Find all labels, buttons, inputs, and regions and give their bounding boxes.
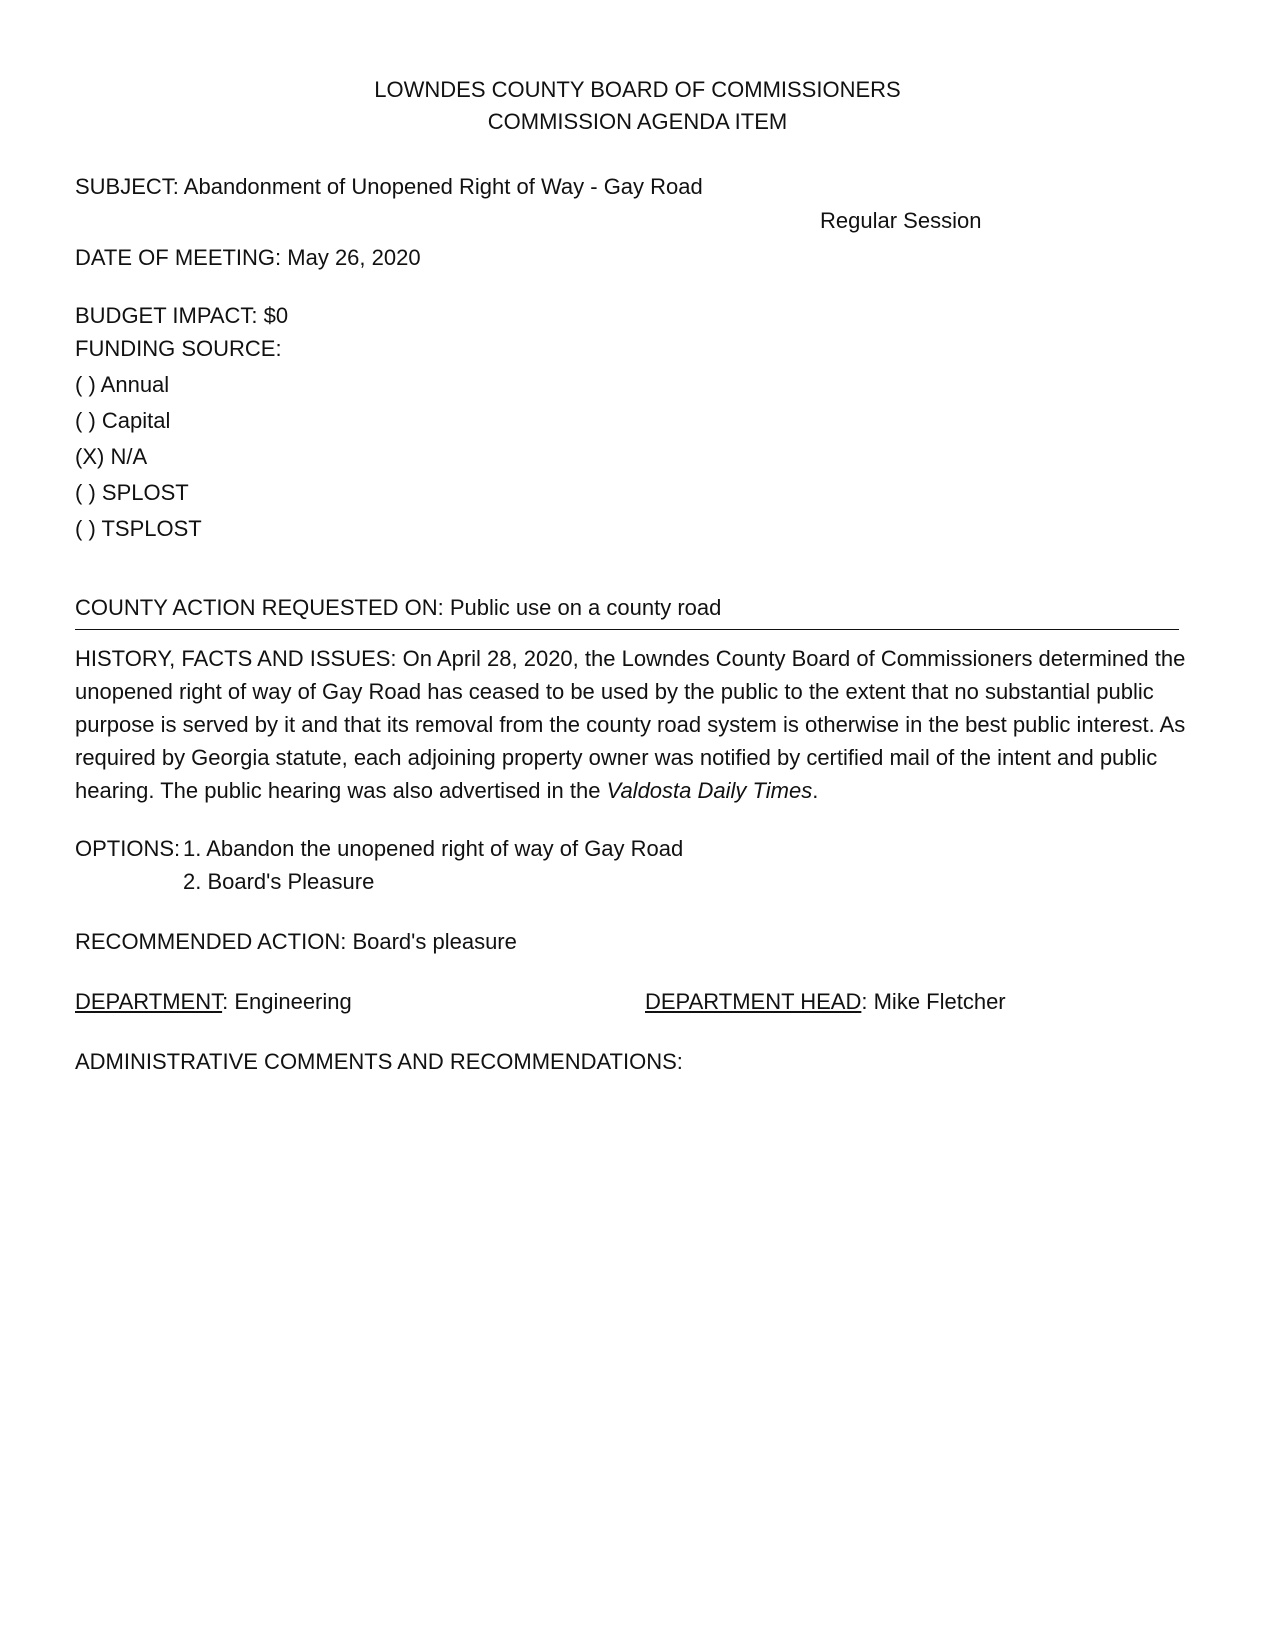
history-text: HISTORY, FACTS AND ISSUES: On April 28, 2020, the Lowndes County Board of Commissioners determined the unopened right of way of Gay Road has ceased to be used by the public to the extent that no substantial public purpose is served by it and that its removal from the county road system is otherwise in the best public interest. As required by Georgia statute, each adjoining property owner was notified by certified mail of the intent and public hearing. The public hearing was also advertised in the (75, 646, 1186, 803)
administrative-comments: ADMINISTRATIVE COMMENTS AND RECOMMENDATIONS: (75, 1049, 683, 1074)
history-facts-issues (75, 642, 1205, 807)
department-label: DEPARTMENT (75, 989, 223, 1014)
funding-option-tsplost (75, 514, 202, 544)
option-item-2: 2. Board's Pleasure (183, 869, 375, 894)
funding-option-label: TSPLOST (101, 516, 202, 541)
funding-option-mark: ( ) (75, 480, 96, 505)
funding-option-label: Annual (100, 372, 170, 397)
county-action-requested: COUNTY ACTION REQUESTED ON: Public use on a county road (75, 595, 722, 620)
funding-option-splost (75, 478, 189, 508)
header-title: LOWNDES COUNTY BOARD OF COMMISSIONERS (374, 77, 901, 102)
department-value: : Engineering (222, 989, 352, 1014)
department-head (645, 987, 1006, 1017)
funding-option-na (75, 442, 147, 472)
recommended-action: RECOMMENDED ACTION: Board's pleasure (75, 929, 517, 954)
publication-name: Valdosta Daily Times (606, 778, 813, 803)
funding-option-label: N/A (110, 444, 148, 469)
budget-impact: BUDGET IMPACT: $0 (75, 303, 289, 328)
funding-option-mark: ( ) (75, 372, 96, 397)
department-head-label: DEPARTMENT HEAD (645, 989, 862, 1014)
funding-option-mark: ( ) (75, 516, 96, 541)
funding-option-label: SPLOST (101, 480, 189, 505)
funding-option-mark: ( ) (75, 408, 96, 433)
meeting-date: DATE OF MEETING: May 26, 2020 (75, 245, 421, 270)
subject-line: SUBJECT: Abandonment of Unopened Right of Way - Gay Road (75, 174, 703, 199)
department (75, 987, 352, 1017)
funding-option-capital (75, 406, 170, 436)
history-text-end: . (812, 778, 819, 803)
funding-option-annual (75, 370, 169, 400)
option-item-1: 1. Abandon the unopened right of way of Gay Road (183, 836, 684, 861)
session-type: Regular Session (820, 208, 982, 233)
section-divider (75, 629, 1179, 630)
department-head-value: : Mike Fletcher (861, 989, 1006, 1014)
funding-option-mark: (X) (75, 444, 105, 469)
funding-option-label: Capital (101, 408, 171, 433)
funding-source-label: FUNDING SOURCE: (75, 336, 282, 361)
header-subtitle: COMMISSION AGENDA ITEM (487, 109, 788, 134)
options-label: OPTIONS: (75, 836, 181, 861)
